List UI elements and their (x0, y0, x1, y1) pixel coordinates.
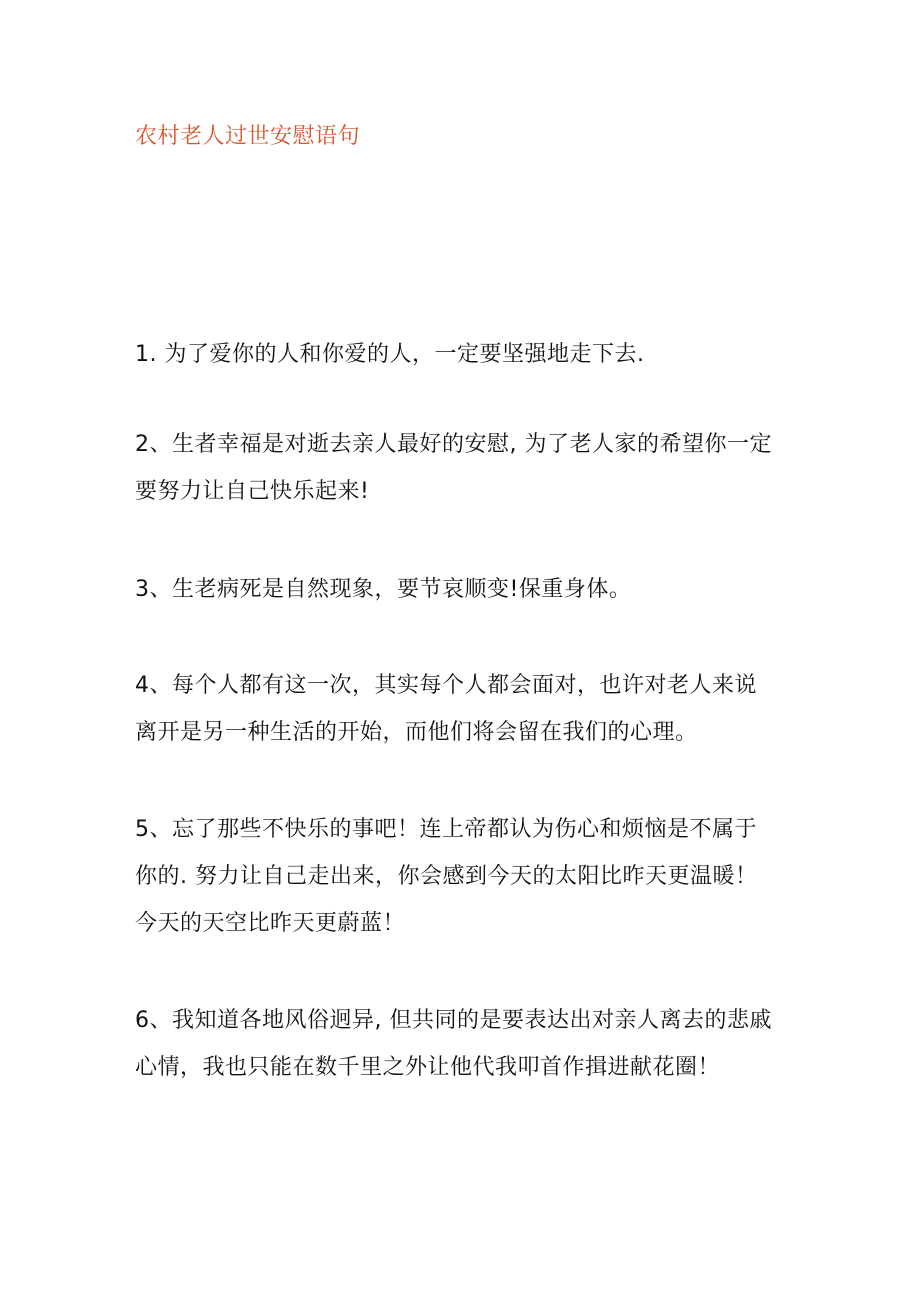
list-item (135, 566, 795, 613)
item-line: 4、每个人都有这一次，其实每个人都会面对，也许对老人来说 (135, 673, 757, 698)
item-line: 1. 为了爱你的人和你爱的人，一定要坚强地走下去. (135, 342, 645, 367)
list-item (135, 662, 795, 756)
list-item (135, 421, 795, 515)
item-line: 今天的天空比昨天更蔚蓝！ (135, 911, 406, 936)
list-item (135, 331, 795, 378)
item-line: 要努力让自己快乐起来! (135, 479, 370, 504)
item-line: 2、生者幸福是对逝去亲人最好的安慰, 为了老人家的希望你一定 (135, 432, 772, 457)
item-line: 5、忘了那些不快乐的事吧！连上帝都认为伤心和烦恼是不属于 (135, 817, 757, 842)
list-item (135, 997, 795, 1091)
item-line: 6、我知道各地风俗迥异, 但共同的是要表达出对亲人离去的悲戚 (135, 1008, 772, 1033)
list-item (135, 806, 795, 947)
item-line: 你的. 努力让自己走出来，你会感到今天的太阳比昨天更温暖！ (135, 864, 758, 889)
item-line: 3、生老病死是自然现象，要节哀顺变!保重身体。 (135, 577, 632, 602)
document-title: 农村老人过世安慰语句 (135, 124, 361, 149)
item-line: 心情，我也只能在数千里之外让他代我叩首作揖进献花圈！ (135, 1055, 721, 1080)
item-line: 离开是另一种生活的开始，而他们将会留在我们的心理。 (135, 720, 698, 745)
